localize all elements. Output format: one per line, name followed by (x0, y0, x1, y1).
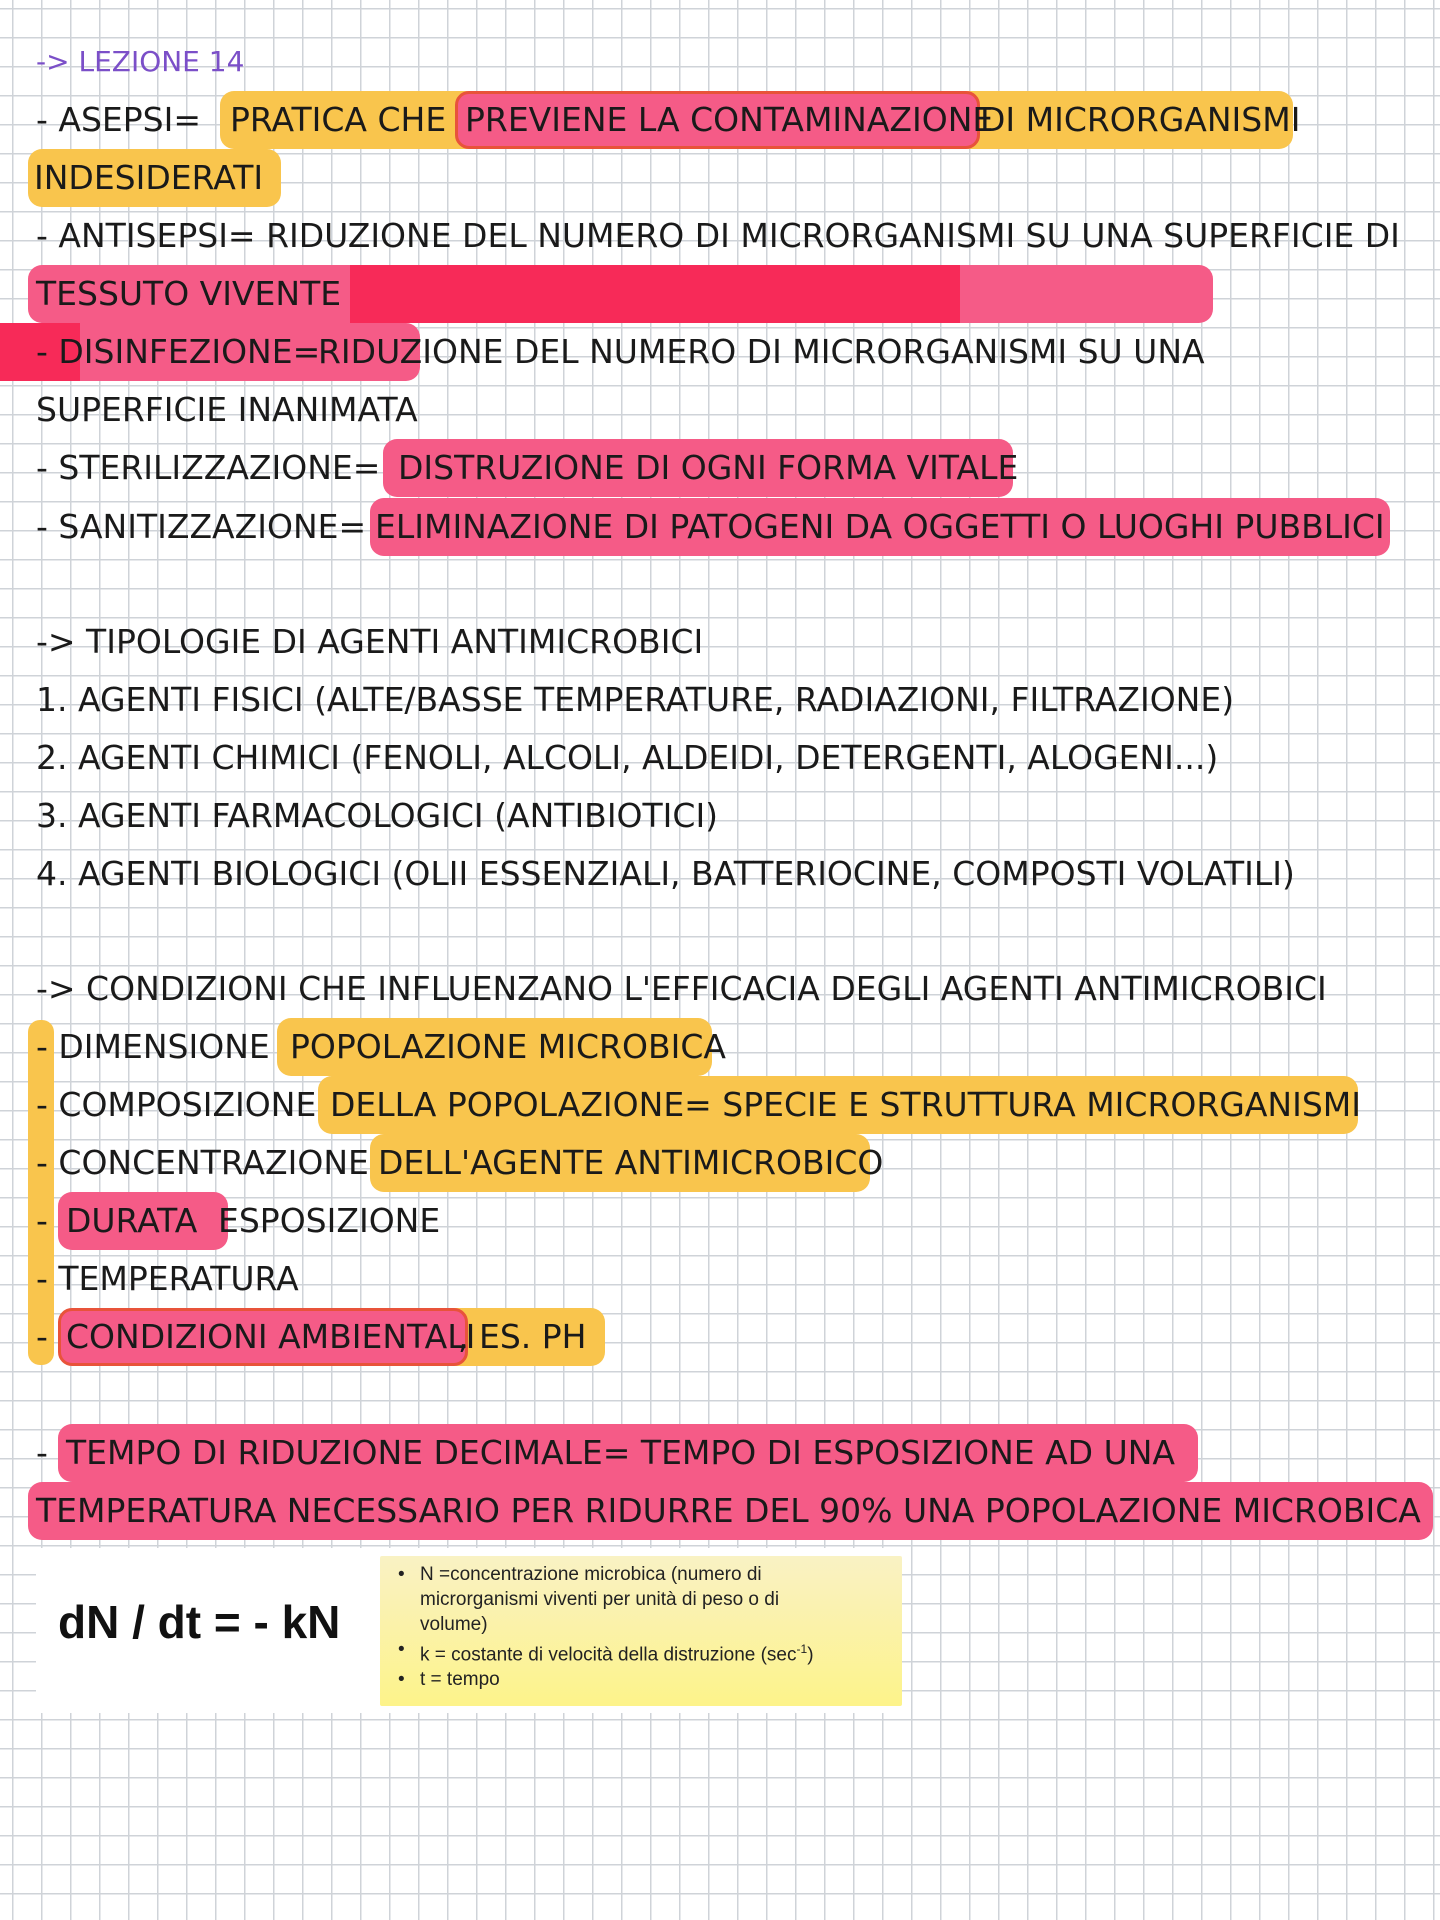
agent-item (0, 845, 1440, 903)
agent-item (0, 671, 1440, 729)
definition-sanitizzazione (0, 498, 1440, 556)
legend-item-t (420, 1667, 902, 1692)
decimal-line1-a: - (36, 1433, 48, 1472)
condition-temperatura (0, 1250, 1440, 1308)
asepsi-term: - ASEPSI= (36, 100, 201, 139)
definition-disinfezione-cont (0, 381, 1440, 439)
agents-heading (0, 613, 1440, 671)
condition-dimensione-b: POPOLAZIONE MICROBICA (290, 1027, 726, 1066)
condition-concentrazione-a: - CONCENTRAZIONE (36, 1143, 369, 1182)
decimal-line1-b: TEMPO DI RIDUZIONE DECIMALE= TEMPO DI ESPOSIZIONE AD UNA (66, 1433, 1175, 1472)
antisepsi-line1: - ANTISEPSI= RIDUZIONE DEL NUMERO DI MICRORGANISMI SU UNA SUPERFICIE DI (36, 216, 1400, 255)
sterilizzazione-def: DISTRUZIONE DI OGNI FORMA VITALE (398, 448, 1019, 487)
lesson-heading (0, 33, 1440, 91)
decimal-reduction-cont (0, 1482, 1440, 1540)
asepsi-def-2: INDESIDERATI (34, 158, 264, 197)
legend-k-sup: -1 (796, 1642, 808, 1656)
condition-concentrazione (0, 1134, 1440, 1192)
sanitizzazione-term: - SANITIZZAZIONE= (36, 507, 367, 546)
disinfezione-line1: RIDUZIONE DEL NUMERO DI MICRORGANISMI SU UNA (318, 332, 1205, 371)
condition-durata-c: ESPOSIZIONE (218, 1201, 441, 1240)
sterilizzazione-term: - STERILIZZAZIONE= (36, 448, 381, 487)
agent-item-text: 1. AGENTI FISICI (ALTE/BASSE TEMPERATURE, RADIAZIONI, FILTRAZIONE) (36, 680, 1235, 719)
condition-ambientali (0, 1308, 1440, 1366)
agent-item-text: 3. AGENTI FARMACOLOGICI (ANTIBIOTICI) (36, 796, 719, 835)
definition-asepsi (0, 91, 1440, 149)
agents-heading-text: -> TIPOLOGIE DI AGENTI ANTIMICROBICI (36, 622, 704, 661)
highlight-pink-dark (350, 265, 960, 323)
decimal-line2: TEMPERATURA NECESSARIO PER RIDURRE DEL 90% UNA POPOLAZIONE MICROBICA (36, 1491, 1421, 1530)
condition-durata-a: - (36, 1201, 48, 1240)
condition-composizione (0, 1076, 1440, 1134)
condition-temperatura-a: - TEMPERATURA (36, 1259, 299, 1298)
agent-item-text: 4. AGENTI BIOLOGICI (OLII ESSENZIALI, BATTERIOCINE, COMPOSTI VOLATILI) (36, 854, 1295, 893)
disinfezione-line2: SUPERFICIE INANIMATA (36, 390, 418, 429)
legend-N-text-b: microrganismi viventi per unità di peso o di (420, 1589, 780, 1610)
condition-dimensione (0, 1018, 1440, 1076)
legend-N-text-c: volume) (420, 1614, 488, 1635)
condition-composizione-a: - COMPOSIZIONE (36, 1085, 317, 1124)
formula-legend (380, 1556, 902, 1706)
definition-disinfezione (0, 323, 1440, 381)
legend-N-text-a: N =concentrazione microbica (numero di (420, 1564, 762, 1585)
antisepsi-line2: TESSUTO VIVENTE (36, 274, 342, 313)
legend-k-text-a: k = costante di velocità della distruzione (sec (420, 1644, 797, 1666)
agent-item (0, 787, 1440, 845)
legend-k-text-b: ) (807, 1644, 814, 1666)
conditions-heading (0, 960, 1440, 1018)
condition-concentrazione-b: DELL'AGENTE ANTIMICROBICO (378, 1143, 884, 1182)
disinfezione-term: - DISINFEZIONE= (36, 332, 321, 371)
condition-composizione-b: DELLA POPOLAZIONE= SPECIE E STRUTTURA MICRORGANISMI (330, 1085, 1361, 1124)
definition-antisepsi (0, 207, 1440, 265)
condition-ambientali-c: , ES. PH (458, 1317, 587, 1356)
agent-item (0, 729, 1440, 787)
lesson-heading-text: -> LEZIONE 14 (36, 45, 245, 78)
condition-ambientali-b: CONDIZIONI AMBIENTALI (66, 1317, 476, 1356)
definition-antisepsi-cont (0, 265, 1440, 323)
conditions-heading-text: -> CONDIZIONI CHE INFLUENZANO L'EFFICACIA DEGLI AGENTI ANTIMICROBICI (36, 969, 1327, 1008)
condition-dimensione-a: - DIMENSIONE (36, 1027, 270, 1066)
formula-equation: dN / dt = - kN (58, 1596, 341, 1648)
definition-sterilizzazione (0, 439, 1440, 497)
condition-durata (0, 1192, 1440, 1250)
legend-t-text-a: t = tempo (420, 1669, 500, 1691)
condition-durata-b: DURATA (66, 1201, 198, 1240)
asepsi-def-b: PREVIENE LA CONTAMINAZIONE (465, 100, 994, 139)
sanitizzazione-def: ELIMINAZIONE DI PATOGENI DA OGGETTI O LUOGHI PUBBLICI (375, 507, 1385, 546)
legend-item-N (420, 1562, 902, 1637)
condition-ambientali-a: - (36, 1317, 48, 1356)
decimal-reduction (0, 1424, 1440, 1482)
definition-asepsi-cont (0, 149, 1440, 207)
asepsi-def-a: PRATICA CHE (230, 100, 447, 139)
asepsi-def-c: DI MICRORGANISMI (980, 100, 1301, 139)
agent-item-text: 2. AGENTI CHIMICI (FENOLI, ALCOLI, ALDEIDI, DETERGENTI, ALOGENI...) (36, 738, 1219, 777)
legend-item-k (420, 1637, 902, 1667)
